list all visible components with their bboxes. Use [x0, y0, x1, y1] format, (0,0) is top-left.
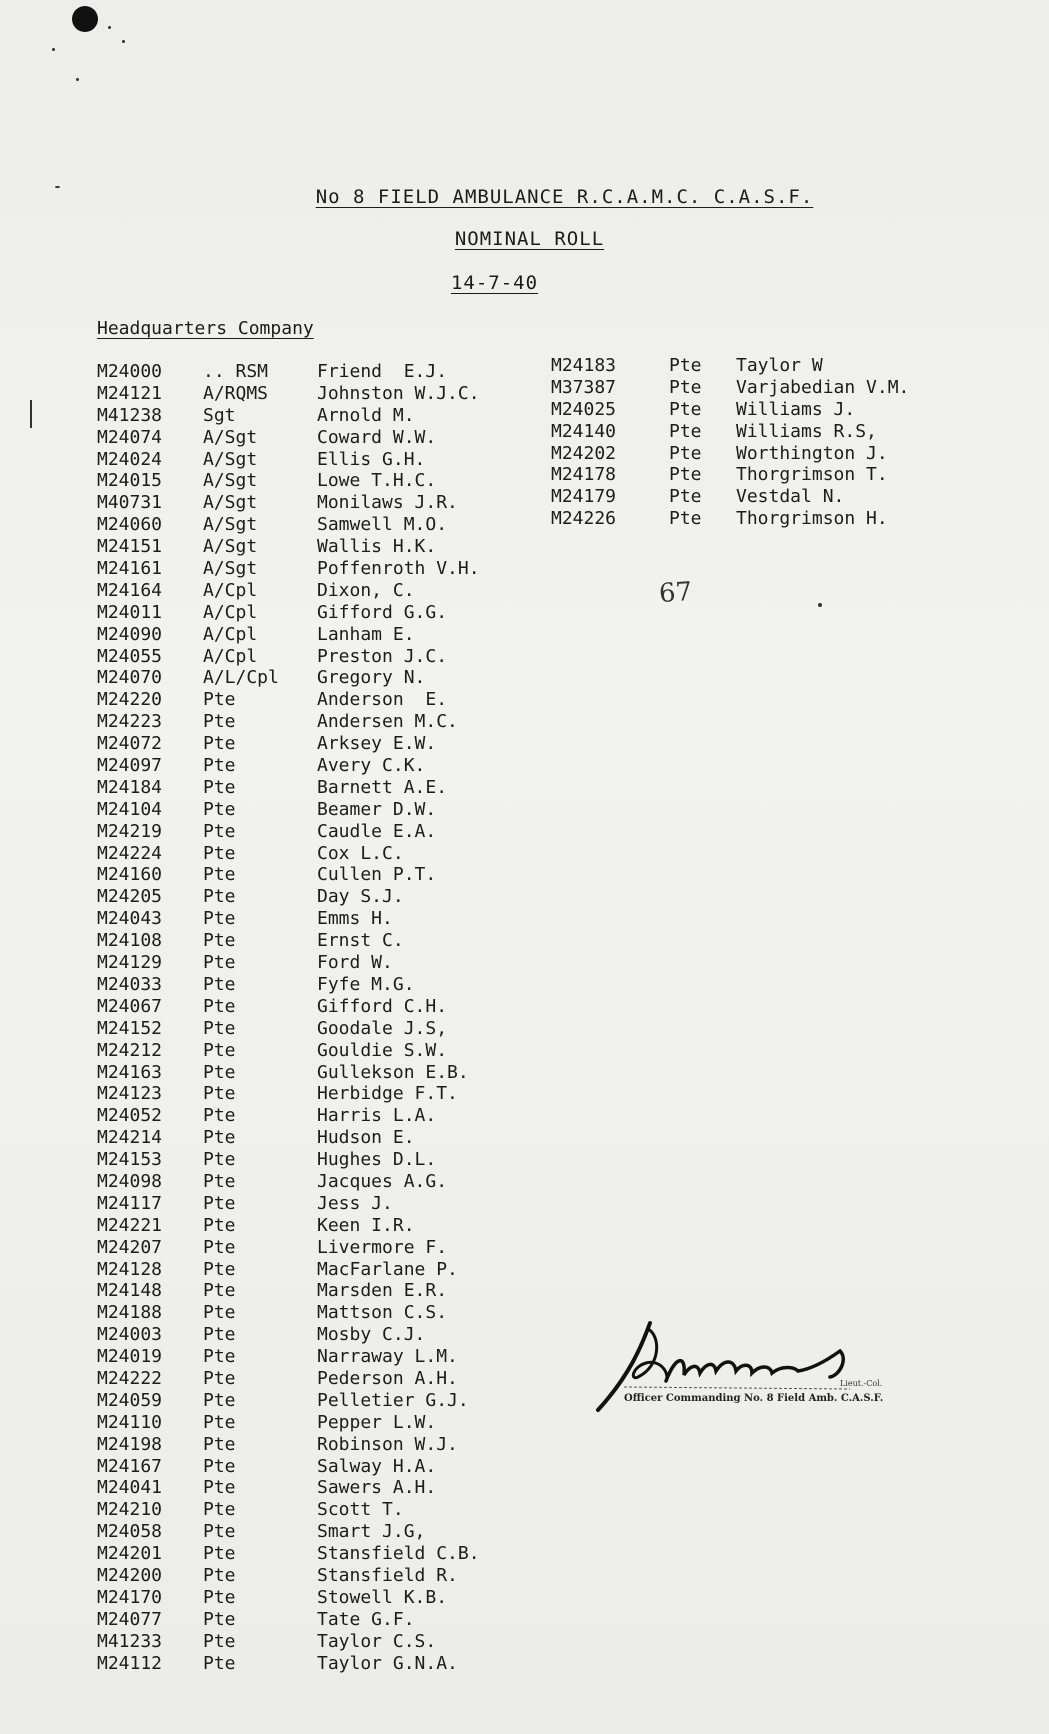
soldier-name: Worthington J. — [736, 442, 888, 464]
soldier-name: Gifford C.H. — [317, 995, 448, 1017]
soldier-name: Friend E.J. — [317, 361, 448, 382]
ink-speck — [52, 48, 55, 51]
soldier-name: Gifford G.G. — [317, 601, 448, 623]
roster-row — [97, 1456, 480, 1478]
roster-row — [551, 421, 909, 443]
soldier-name: Smart J.G, — [317, 1521, 426, 1543]
soldier-name: Williams R.S, — [736, 420, 877, 442]
document-subtitle: NOMINAL ROLL — [454, 228, 605, 250]
rank: Pte — [669, 376, 702, 398]
roster-row — [551, 508, 909, 530]
roster-row — [97, 1346, 480, 1368]
rank: A/Cpl — [203, 645, 258, 667]
soldier-name: Poffenroth V.H. — [317, 558, 480, 580]
service-number: M24184 — [97, 776, 163, 798]
service-number: M24003 — [97, 1324, 163, 1346]
ink-speck — [122, 40, 125, 43]
soldier-name: Andersen M.C. — [317, 711, 458, 733]
roster-row — [551, 377, 909, 399]
rank: A/Sgt — [203, 536, 258, 558]
rank: A/Sgt — [203, 558, 258, 580]
roster-row — [97, 1215, 480, 1237]
roster-row — [97, 1083, 480, 1105]
document-title: No 8 FIELD AMBULANCE R.C.A.M.C. C.A.S.F. — [315, 186, 814, 208]
soldier-name: Samwell M.O. — [317, 514, 448, 536]
service-number: M24011 — [97, 601, 163, 623]
rank: Pte — [203, 1324, 236, 1346]
roster-row — [97, 1543, 480, 1565]
rank: Pte — [203, 1389, 236, 1411]
roster-row — [97, 1499, 480, 1521]
rank: A/Sgt — [203, 426, 258, 448]
rank: .. RSM — [203, 361, 269, 382]
soldier-name: Goodale J.S, — [317, 1017, 448, 1039]
punch-hole — [72, 6, 98, 32]
soldier-name: Taylor C.S. — [317, 1630, 437, 1652]
service-number: M24097 — [97, 755, 163, 777]
soldier-name: Ford W. — [317, 952, 393, 974]
margin-mark — [30, 400, 32, 428]
service-number: M24226 — [551, 508, 617, 530]
ink-speck — [108, 26, 111, 29]
roster-row — [97, 1237, 480, 1259]
service-number: M24164 — [97, 579, 163, 601]
rank: Pte — [203, 1346, 236, 1368]
service-number: M24152 — [97, 1017, 163, 1039]
service-number: M24067 — [97, 995, 163, 1017]
service-number: M24220 — [97, 689, 163, 711]
ink-dot — [818, 603, 822, 607]
service-number: M24148 — [97, 1280, 163, 1302]
service-number: M24222 — [97, 1367, 163, 1389]
service-number: M24121 — [97, 382, 163, 404]
soldier-name: Livermore F. — [317, 1236, 448, 1258]
roster-row — [97, 624, 480, 646]
roster-row — [97, 492, 480, 514]
soldier-name: Stansfield C.B. — [317, 1543, 480, 1565]
soldier-name: Herbidge F.T. — [317, 1083, 458, 1105]
roster-row — [97, 1040, 480, 1062]
rank: Pte — [203, 1214, 236, 1236]
service-number: M24104 — [97, 798, 163, 820]
service-number: M24000 — [97, 361, 163, 382]
rank: A/L/Cpl — [203, 667, 279, 689]
rank: Pte — [203, 711, 236, 733]
soldier-name: Ernst C. — [317, 930, 404, 952]
rank: Pte — [669, 355, 702, 376]
soldier-name: Anderson E. — [317, 689, 448, 711]
roster-row — [97, 930, 480, 952]
roster-row — [97, 1412, 480, 1434]
rank: Pte — [203, 733, 236, 755]
service-number: M24074 — [97, 426, 163, 448]
service-number: M24033 — [97, 973, 163, 995]
roster-row — [97, 1171, 480, 1193]
rank: Pte — [669, 398, 702, 420]
soldier-name: Lanham E. — [317, 623, 415, 645]
rank: Pte — [203, 995, 236, 1017]
rank: Pte — [203, 1455, 236, 1477]
soldier-name: Mosby C.J. — [317, 1324, 426, 1346]
ink-speck — [76, 78, 79, 81]
rank: Pte — [203, 1564, 236, 1586]
service-number: M24205 — [97, 886, 163, 908]
service-number: M24223 — [97, 711, 163, 733]
roster-row — [97, 843, 480, 865]
rank: Pte — [203, 1433, 236, 1455]
roster-row — [97, 427, 480, 449]
rank: Pte — [203, 930, 236, 952]
roster-row — [97, 1324, 480, 1346]
rank: Pte — [203, 1170, 236, 1192]
rank: Pte — [203, 776, 236, 798]
soldier-name: Cox L.C. — [317, 842, 404, 864]
roster-row — [551, 464, 909, 486]
roster-row — [97, 361, 480, 383]
service-number: M24212 — [97, 1039, 163, 1061]
rank: Pte — [203, 908, 236, 930]
service-number: M24151 — [97, 536, 163, 558]
service-number: M24055 — [97, 645, 163, 667]
roster-row — [97, 514, 480, 536]
rank: A/Sgt — [203, 470, 258, 492]
rank: Pte — [203, 1630, 236, 1652]
roster-row — [97, 1062, 480, 1084]
rank: Pte — [203, 1521, 236, 1543]
roster-row — [97, 1193, 480, 1215]
service-number: M24024 — [97, 448, 163, 470]
service-number: M24202 — [551, 442, 617, 464]
rank: Pte — [203, 1652, 236, 1674]
roster-row — [97, 1477, 480, 1499]
soldier-name: Arksey E.W. — [317, 733, 437, 755]
rank: Pte — [203, 1608, 236, 1630]
rank: Pte — [203, 952, 236, 974]
soldier-name: Vestdal N. — [736, 486, 845, 508]
soldier-name: Varjabedian V.M. — [736, 376, 910, 398]
service-number: M24070 — [97, 667, 163, 689]
service-number: M24128 — [97, 1258, 163, 1280]
soldier-name: Barnett A.E. — [317, 776, 448, 798]
rank: Pte — [203, 1367, 236, 1389]
service-number: M24060 — [97, 514, 163, 536]
rank: Pte — [669, 486, 702, 508]
roster-row — [97, 777, 480, 799]
service-number: M24178 — [551, 464, 617, 486]
rank: A/Cpl — [203, 601, 258, 623]
rank: Pte — [203, 1192, 236, 1214]
service-number: M24129 — [97, 952, 163, 974]
signature-block — [590, 1315, 950, 1420]
soldier-name: Pelletier G.J. — [317, 1389, 469, 1411]
soldier-name: Pederson A.H. — [317, 1367, 458, 1389]
soldier-name: Avery C.K. — [317, 755, 426, 777]
roster-row — [97, 864, 480, 886]
roster-row — [97, 1259, 480, 1281]
service-number: M24059 — [97, 1389, 163, 1411]
roster-row — [97, 1587, 480, 1609]
rank: Pte — [203, 1236, 236, 1258]
roster-row — [97, 1521, 480, 1543]
service-number: M24183 — [551, 355, 617, 376]
service-number: M24072 — [97, 733, 163, 755]
rank: Pte — [203, 1280, 236, 1302]
service-number: M24058 — [97, 1521, 163, 1543]
rank: Pte — [203, 1149, 236, 1171]
service-number: M24052 — [97, 1105, 163, 1127]
roster-left-column — [97, 361, 480, 1674]
rank: Pte — [669, 464, 702, 486]
rank: Pte — [203, 1499, 236, 1521]
soldier-name: Scott T. — [317, 1499, 404, 1521]
soldier-name: Keen I.R. — [317, 1214, 415, 1236]
service-number: M41233 — [97, 1630, 163, 1652]
roster-row — [97, 1302, 480, 1324]
service-number: M41238 — [97, 404, 163, 426]
roster-right-column — [551, 355, 909, 530]
soldier-name: Fyfe M.G. — [317, 973, 415, 995]
soldier-name: Emms H. — [317, 908, 393, 930]
rank: Pte — [669, 442, 702, 464]
roster-row — [551, 355, 909, 377]
service-number: M24112 — [97, 1652, 163, 1674]
soldier-name: Wallis H.K. — [317, 536, 437, 558]
roster-row — [97, 558, 480, 580]
handwritten-count-note: 67 — [657, 576, 694, 610]
soldier-name: Harris L.A. — [317, 1105, 437, 1127]
service-number: M24207 — [97, 1236, 163, 1258]
soldier-name: Cullen P.T. — [317, 864, 437, 886]
rank: A/Cpl — [203, 579, 258, 601]
roster-row — [97, 1280, 480, 1302]
soldier-name: Tate G.F. — [317, 1608, 415, 1630]
soldier-name: Pepper L.W. — [317, 1411, 437, 1433]
service-number: M37387 — [551, 376, 617, 398]
service-number: M24188 — [97, 1302, 163, 1324]
soldier-name: Jacques A.G. — [317, 1170, 448, 1192]
roster-row — [97, 1149, 480, 1171]
roster-row — [97, 1127, 480, 1149]
roster-row — [97, 1631, 480, 1653]
soldier-name: Stansfield R. — [317, 1564, 458, 1586]
service-number: M40731 — [97, 492, 163, 514]
roster-row — [97, 1390, 480, 1412]
rank: Pte — [669, 508, 702, 530]
soldier-name: Arnold M. — [317, 404, 415, 426]
service-number: M24210 — [97, 1499, 163, 1521]
roster-row — [551, 486, 909, 508]
roster-row — [97, 602, 480, 624]
roster-row — [97, 470, 480, 492]
roster-row — [97, 821, 480, 843]
soldier-name: Taylor G.N.A. — [317, 1652, 458, 1674]
soldier-name: Sawers A.H. — [317, 1477, 437, 1499]
rank: Pte — [203, 1017, 236, 1039]
soldier-name: Williams J. — [736, 398, 856, 420]
soldier-name: Salway H.A. — [317, 1455, 437, 1477]
rank: Pte — [203, 1039, 236, 1061]
soldier-name: Narraway L.M. — [317, 1346, 458, 1368]
roster-row — [551, 399, 909, 421]
soldier-name: Thorgrimson T. — [736, 464, 888, 486]
soldier-name: Thorgrimson H. — [736, 508, 888, 530]
service-number: M24015 — [97, 470, 163, 492]
roster-row — [97, 405, 480, 427]
roster-row — [97, 1653, 480, 1675]
soldier-name: Day S.J. — [317, 886, 404, 908]
service-number: M24224 — [97, 842, 163, 864]
roster-row — [97, 383, 480, 405]
roster-row — [97, 996, 480, 1018]
company-heading: Headquarters Company — [97, 318, 314, 339]
service-number: M24090 — [97, 623, 163, 645]
service-number: M24108 — [97, 930, 163, 952]
service-number: M24110 — [97, 1411, 163, 1433]
service-number: M24098 — [97, 1170, 163, 1192]
service-number: M24167 — [97, 1455, 163, 1477]
service-number: M24043 — [97, 908, 163, 930]
rank: Pte — [203, 1477, 236, 1499]
rank: Pte — [203, 820, 236, 842]
document-date: 14-7-40 — [450, 272, 539, 294]
service-number: M24160 — [97, 864, 163, 886]
service-number: M24170 — [97, 1586, 163, 1608]
soldier-name: Marsden E.R. — [317, 1280, 448, 1302]
roster-row — [97, 755, 480, 777]
rank: A/Sgt — [203, 514, 258, 536]
service-number: M24201 — [97, 1543, 163, 1565]
rank: Pte — [203, 689, 236, 711]
rank: Pte — [203, 798, 236, 820]
soldier-name: Lowe T.H.C. — [317, 470, 437, 492]
roster-row — [97, 952, 480, 974]
roster-row — [97, 886, 480, 908]
soldier-name: Stowell K.B. — [317, 1586, 448, 1608]
rank: Pte — [203, 1586, 236, 1608]
service-number: M24219 — [97, 820, 163, 842]
roster-row — [97, 536, 480, 558]
soldier-name: Hudson E. — [317, 1127, 415, 1149]
rank: A/Sgt — [203, 492, 258, 514]
rank: Pte — [203, 1411, 236, 1433]
service-number: M24153 — [97, 1149, 163, 1171]
soldier-name: Caudle E.A. — [317, 820, 437, 842]
rank: Pte — [203, 1105, 236, 1127]
soldier-name: Jess J. — [317, 1192, 393, 1214]
soldier-name: Dixon, C. — [317, 579, 415, 601]
service-number: M24214 — [97, 1127, 163, 1149]
soldier-name: Robinson W.J. — [317, 1433, 458, 1455]
service-number: M24019 — [97, 1346, 163, 1368]
service-number: M24041 — [97, 1477, 163, 1499]
roster-row — [97, 1609, 480, 1631]
service-number: M24198 — [97, 1433, 163, 1455]
rank: Pte — [203, 1258, 236, 1280]
rank: Sgt — [203, 404, 236, 426]
roster-row — [97, 667, 480, 689]
roster-row — [97, 799, 480, 821]
soldier-name: Gullekson E.B. — [317, 1061, 469, 1083]
rank: A/RQMS — [203, 382, 269, 404]
service-number: M24161 — [97, 558, 163, 580]
soldier-name: Coward W.W. — [317, 426, 437, 448]
roster-row — [97, 689, 480, 711]
rank: Pte — [203, 755, 236, 777]
roster-row — [97, 733, 480, 755]
signature-mark — [590, 1315, 950, 1420]
soldier-name: Preston J.C. — [317, 645, 448, 667]
service-number: M24163 — [97, 1061, 163, 1083]
soldier-name: MacFarlane P. — [317, 1258, 458, 1280]
roster-row — [97, 974, 480, 996]
soldier-name: Taylor W — [736, 355, 823, 376]
service-number: M24221 — [97, 1214, 163, 1236]
rank: Pte — [203, 886, 236, 908]
roster-row — [97, 1434, 480, 1456]
roster-row — [97, 1565, 480, 1587]
service-number: M24140 — [551, 420, 617, 442]
roster-row — [97, 449, 480, 471]
rank: A/Cpl — [203, 623, 258, 645]
roster-row — [551, 443, 909, 465]
rank: Pte — [203, 1127, 236, 1149]
rank: Pte — [203, 864, 236, 886]
service-number: M24117 — [97, 1192, 163, 1214]
soldier-name: Gregory N. — [317, 667, 426, 689]
soldier-name: Gouldie S.W. — [317, 1039, 448, 1061]
rank: Pte — [203, 973, 236, 995]
rank: Pte — [203, 1543, 236, 1565]
soldier-name: Beamer D.W. — [317, 798, 437, 820]
rank: Pte — [203, 842, 236, 864]
roster-row — [97, 711, 480, 733]
rank: A/Sgt — [203, 448, 258, 470]
service-number: M24123 — [97, 1083, 163, 1105]
roster-row — [97, 646, 480, 668]
soldier-name: Ellis G.H. — [317, 448, 426, 470]
roster-row — [97, 580, 480, 602]
service-number: M24025 — [551, 398, 617, 420]
rank: Pte — [203, 1061, 236, 1083]
rank: Pte — [203, 1302, 236, 1324]
soldier-name: Hughes D.L. — [317, 1149, 437, 1171]
soldier-name: Mattson C.S. — [317, 1302, 448, 1324]
rank: Pte — [203, 1083, 236, 1105]
roster-row — [97, 908, 480, 930]
soldier-name: Johnston W.J.C. — [317, 382, 480, 404]
service-number: M24077 — [97, 1608, 163, 1630]
service-number: M24179 — [551, 486, 617, 508]
roster-row — [97, 1105, 480, 1127]
soldier-name: Monilaws J.R. — [317, 492, 458, 514]
service-number: M24200 — [97, 1564, 163, 1586]
roster-row — [97, 1018, 480, 1040]
rank: Pte — [669, 420, 702, 442]
officer-caption: Officer Commanding No. 8 Field Amb. C.A.S.F. — [624, 1393, 884, 1404]
officer-rank: Lieut.-Col. — [840, 1379, 883, 1388]
roster-row — [97, 1368, 480, 1390]
